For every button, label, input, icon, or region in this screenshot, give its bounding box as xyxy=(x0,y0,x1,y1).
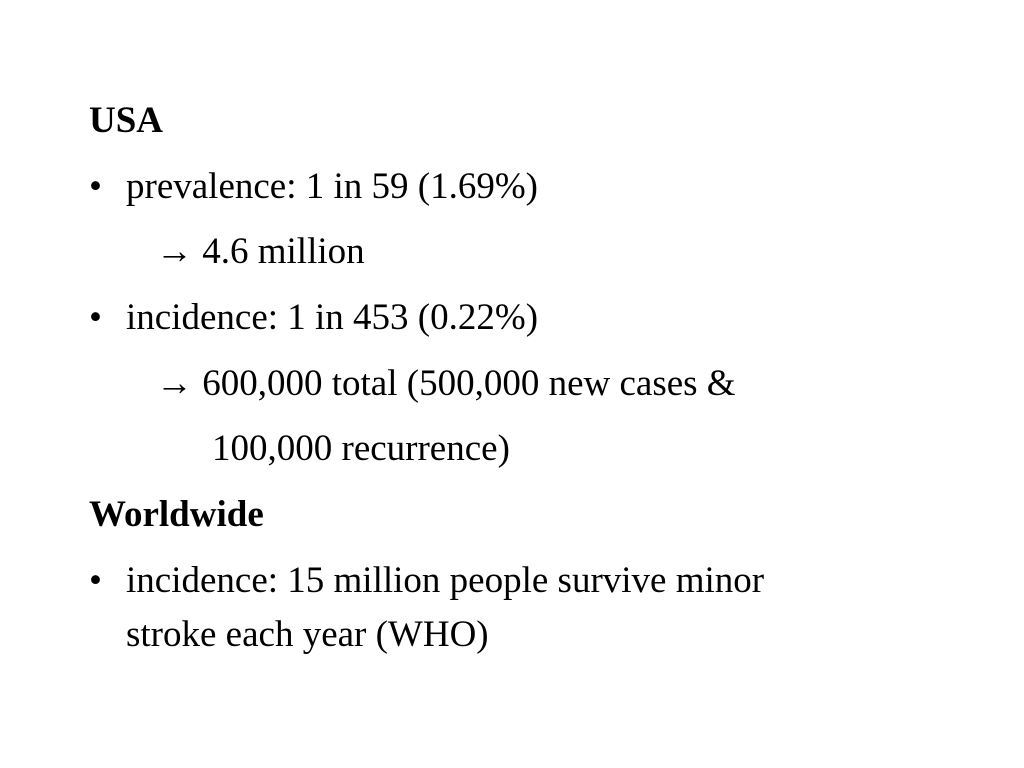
prevalence-total: → 4.6 million xyxy=(156,231,365,272)
bullet-marker: • xyxy=(89,560,102,601)
section-heading-worldwide: Worldwide xyxy=(89,494,264,535)
bullet-incidence-worldwide-continued: stroke each year (WHO) xyxy=(126,614,489,655)
bullet-incidence-worldwide: incidence: 15 million people survive minor xyxy=(126,560,765,601)
bullet-incidence-usa: incidence: 1 in 453 (0.22%) xyxy=(126,297,539,338)
incidence-total: → 600,000 total (500,000 new cases & xyxy=(156,363,736,404)
incidence-total-continued: 100,000 recurrence) xyxy=(212,428,510,469)
section-heading-usa: USA xyxy=(89,100,164,141)
bullet-prevalence: prevalence: 1 in 59 (1.69%) xyxy=(126,166,538,207)
bullet-marker: • xyxy=(89,166,102,207)
bullet-marker: • xyxy=(89,297,102,338)
